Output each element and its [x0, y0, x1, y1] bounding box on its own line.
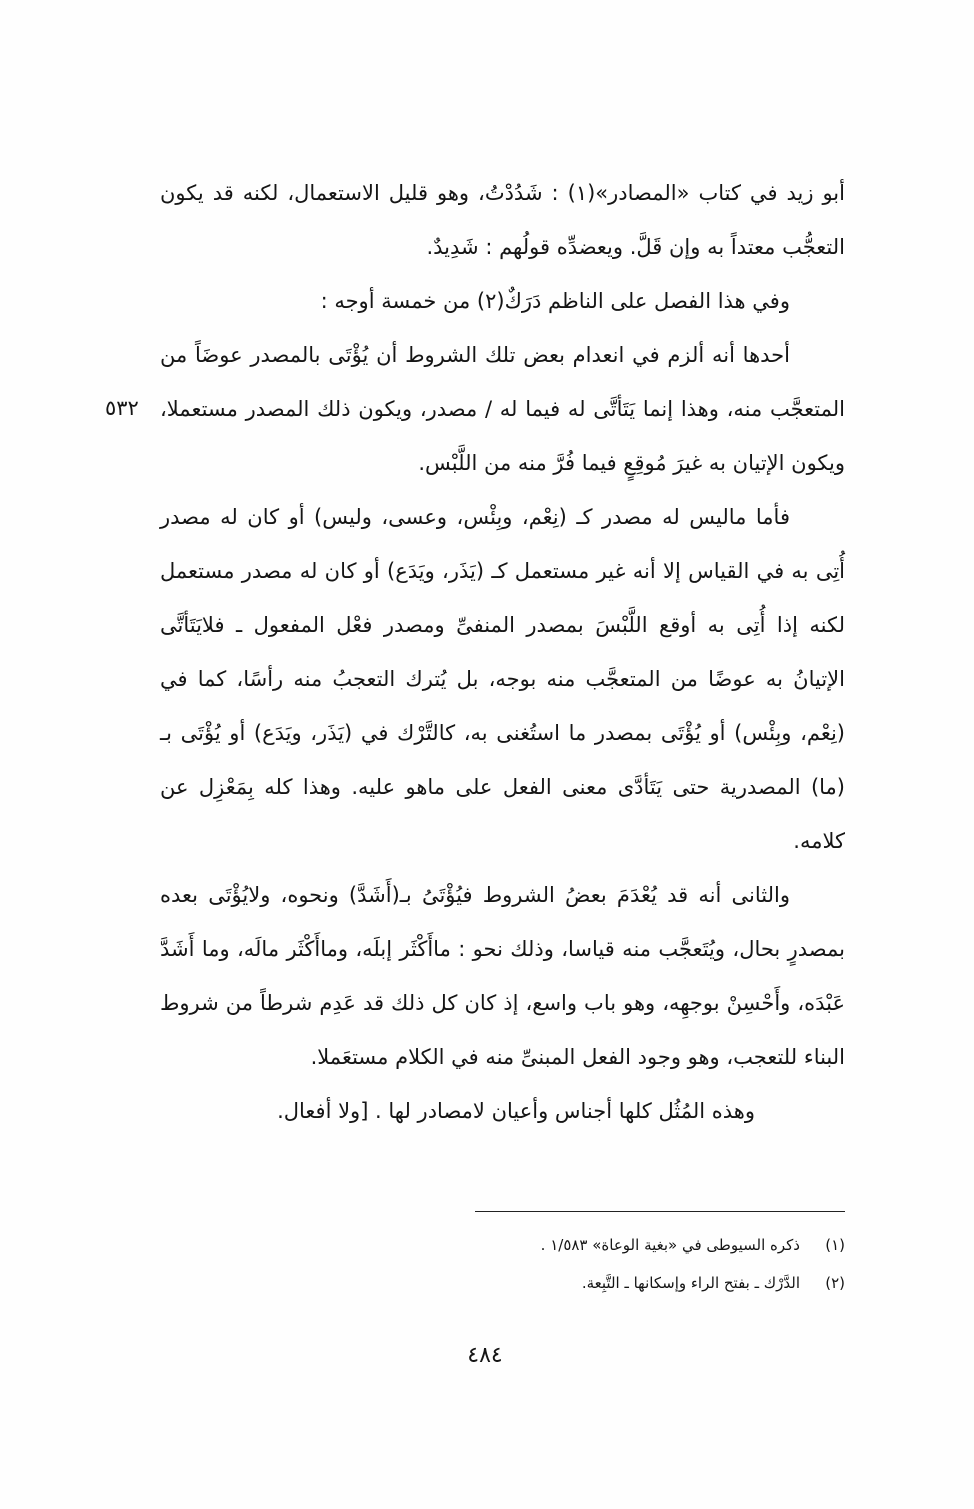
footnote-divider	[475, 1211, 845, 1212]
main-text	[160, 166, 845, 1138]
page-number: ٤٨٤	[467, 1343, 503, 1368]
footnote-text: الدَّرْك ـ بفتح الراء وإسكانها ـ التَّبِعة.	[581, 1274, 800, 1292]
footnote-text: ذكره السيوطى في «بغية الوعاة» ١/٥٨٣ .	[540, 1236, 800, 1254]
paragraph-4: فأما ماليس له مصدر كـ (نِعْم، وبِئْس، وعسى، وليس) أو كان له مصدر أُتِى به في القياس إلا أنه غير مستعمل كـ (يَذَر، ويَدَع) أو كان له مصدر مستعمل لكنه إذا أُتِى به أوقع اللَّبْسَ بمصدر المنفىِّ ومصدر فعْل المفعول ـ فلايَتَأتَّى الإتيانُ به عوضًا من المتعجَّب منه بوجه، بل يُترك التعجبُ منه رأسًا، كما في (نِعْم، وبِئْس) أو يُؤْتَى بمصدر ما استُغنى به، كالتَّرْك في (يَذَر، ويَدَع) أو يُؤْتَى بـ (ما) المصدرية حتى يَتَأدَّى معنى الفعل على ماهو عليه. وهذا كله بِمَعْزِل عن كلامه.	[160, 505, 845, 853]
paragraph-3: أحدها أنه ألزم في انعدام بعض تلك الشروط أن يُؤْتَى بالمصدر عوضَاً من المتعجَّب منه، وهذا إنما يَتَأتَّى له فيما له / مصدر، ويكون ذلك المصدر مستعملا، ويكون الإتيان به غيرَ مُوقِعٍ فيما فُرَّ منه من اللَّبْس.	[160, 343, 845, 475]
footnote-number: (٢)	[825, 1274, 845, 1292]
paragraph-2: وفي هذا الفصل على الناظم دَرَكٌ(٢) من خمسة أوجه :	[320, 289, 790, 313]
footnote-2	[420, 1264, 845, 1302]
footnotes	[420, 1226, 845, 1302]
margin-page-reference: ٥٣٢	[105, 396, 139, 420]
footnote-1	[420, 1226, 845, 1264]
paragraph-5: والثانى أنه قد يُعْدَمَ بعضُ الشروط فيُؤْتَىُ بـ(أَشَدَّ) ونحوه، ولايُؤْتَى بعده بمصدرٍ بحال، ويُتَعجَّب منه قياسا، وذلك نحو : ماأَكْثَر إبلَه، وماأَكْثَر مالَه، وما أَشَدَّ عَبْدَه، وأَحْسِنْ بوجهِه، وهو باب واسع، إذ كان كل ذلك قد عَدِم شرطاً من شروط البناء للتعجب، وهو وجود الفعل المبنىِّ منه في الكلام مستعَملا.	[160, 883, 845, 1069]
paragraph-6: وهذه المُثُل كلها أجناس وأعيان لامصادر لها . [ولا أفعال.	[277, 1099, 755, 1123]
paragraph-1: أبو زيد في كتاب «المصادر»(١) : شَدُدْتُ، وهو قليل الاستعمال، لكنه قد يكون التعجُّب معتداً به وإن قَلَّ. ويعضدِّه قولُهم : شَدِيدٌ.	[160, 181, 845, 259]
footnote-number: (١)	[825, 1236, 845, 1254]
